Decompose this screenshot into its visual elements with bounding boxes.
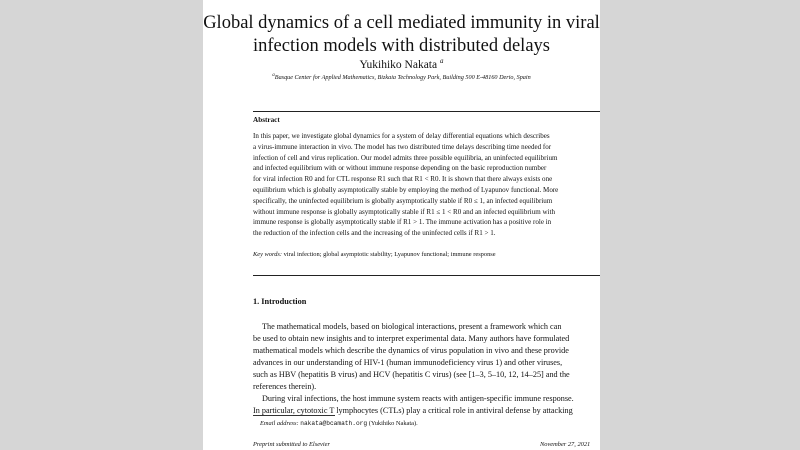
preprint-date: November 27, 2021 [540,441,591,448]
intro-line: advances in our understanding of HIV-1 (human immunodeficiency virus 1) and other viruses, [253,358,563,367]
author-line [203,57,600,71]
abstract-line: without immune response is globally asymptotically stable if R1 ≤ 1 < R0 and an infected equilibrium with [253,207,556,216]
title-line-2: infection models with distributed delays [253,36,550,56]
affiliation-text: Basque Center for Applied Mathematics, Bizkaia Technology Park, Building 500 E-48160 Derio, Spain [274,74,531,82]
keywords-label: Key words: [253,251,283,258]
abstract-body [253,131,600,239]
abstract-line: for viral infection R0 and for CTL response R1 such that R1 < R0. It is shown that there always exists one [253,175,553,184]
abstract-line: immune response is globally asymptotically stable if R1 > 1. The immune activation has a positive role in [253,218,552,227]
paper-page [203,0,600,450]
intro-line: mathematical models which describe the dynamics of virus population in vivo and these provide [253,346,569,355]
introduction-body [253,321,600,417]
affiliation [203,73,600,81]
paper-title [203,12,600,58]
intro-line: be used to obtain new insights and to interpret experimental data. Many authors have formulated [253,334,570,343]
abstract-line: infection of cell and virus replication. Our model admits three possible equilibria, an uninfected equilibrium [253,153,558,162]
intro-line: In particular, cytotoxic T lymphocytes (CTLs) play a critical role in antiviral defense by attacking [253,406,573,415]
abstract-top-rule [253,111,600,112]
abstract-heading: Abstract [253,116,280,124]
abstract-line: the reduction of the infection cells and the increasing of the uninfected cells if R1 > 1. [253,229,496,238]
intro-line: such as HBV (hepatitis B virus) and HCV (hepatitis C virus) (see [1–3, 5–10, 12, 14–25] and the [253,370,570,379]
footnote-email [260,420,418,427]
keywords [253,251,496,258]
intro-line: The mathematical models, based on biological interactions, present a framework which can [262,322,562,331]
affiliation-mark: a [272,73,275,78]
author-affiliation-mark: a [439,57,444,65]
intro-line: references therein). [253,382,317,391]
keywords-text: viral infection; global asymptotic stability; Lyapunov functional; immune response [283,251,496,258]
intro-line: During viral infections, the host immune system reacts with antigen-specific immune response. [262,394,574,403]
preprint-note: Preprint submitted to Elsevier [253,441,330,448]
author-name: Yukihiko Nakata [359,58,438,71]
email-link[interactable]: nakata@bcamath.org [300,420,368,427]
footnote-name: (Yukihiko Nakata). [368,420,418,427]
footnote-rule [253,415,335,416]
abstract-line: and infected equilibrium with or without immune response depending on the basic reproduction number [253,164,547,173]
title-line-1: Global dynamics of a cell mediated immunity in viral [203,13,600,33]
footnote-label: Email address: [260,420,299,427]
section-heading-introduction: 1. Introduction [253,297,307,306]
abstract-bottom-rule [253,275,600,276]
abstract-line: In this paper, we investigate global dynamics for a system of delay differential equations which describes [253,132,550,140]
abstract-line: specifically, the uninfected equilibrium is globally asymptotically stable if R0 ≤ 1, an infected equilibrium [253,196,553,205]
abstract-line: a virus-immune interaction in vivo. The model has two distributed time delays describing time needed for [253,142,552,151]
abstract-line: equilibrium which is globally asymptotically stable by employing the method of Lyapunov functional. More [253,185,559,194]
